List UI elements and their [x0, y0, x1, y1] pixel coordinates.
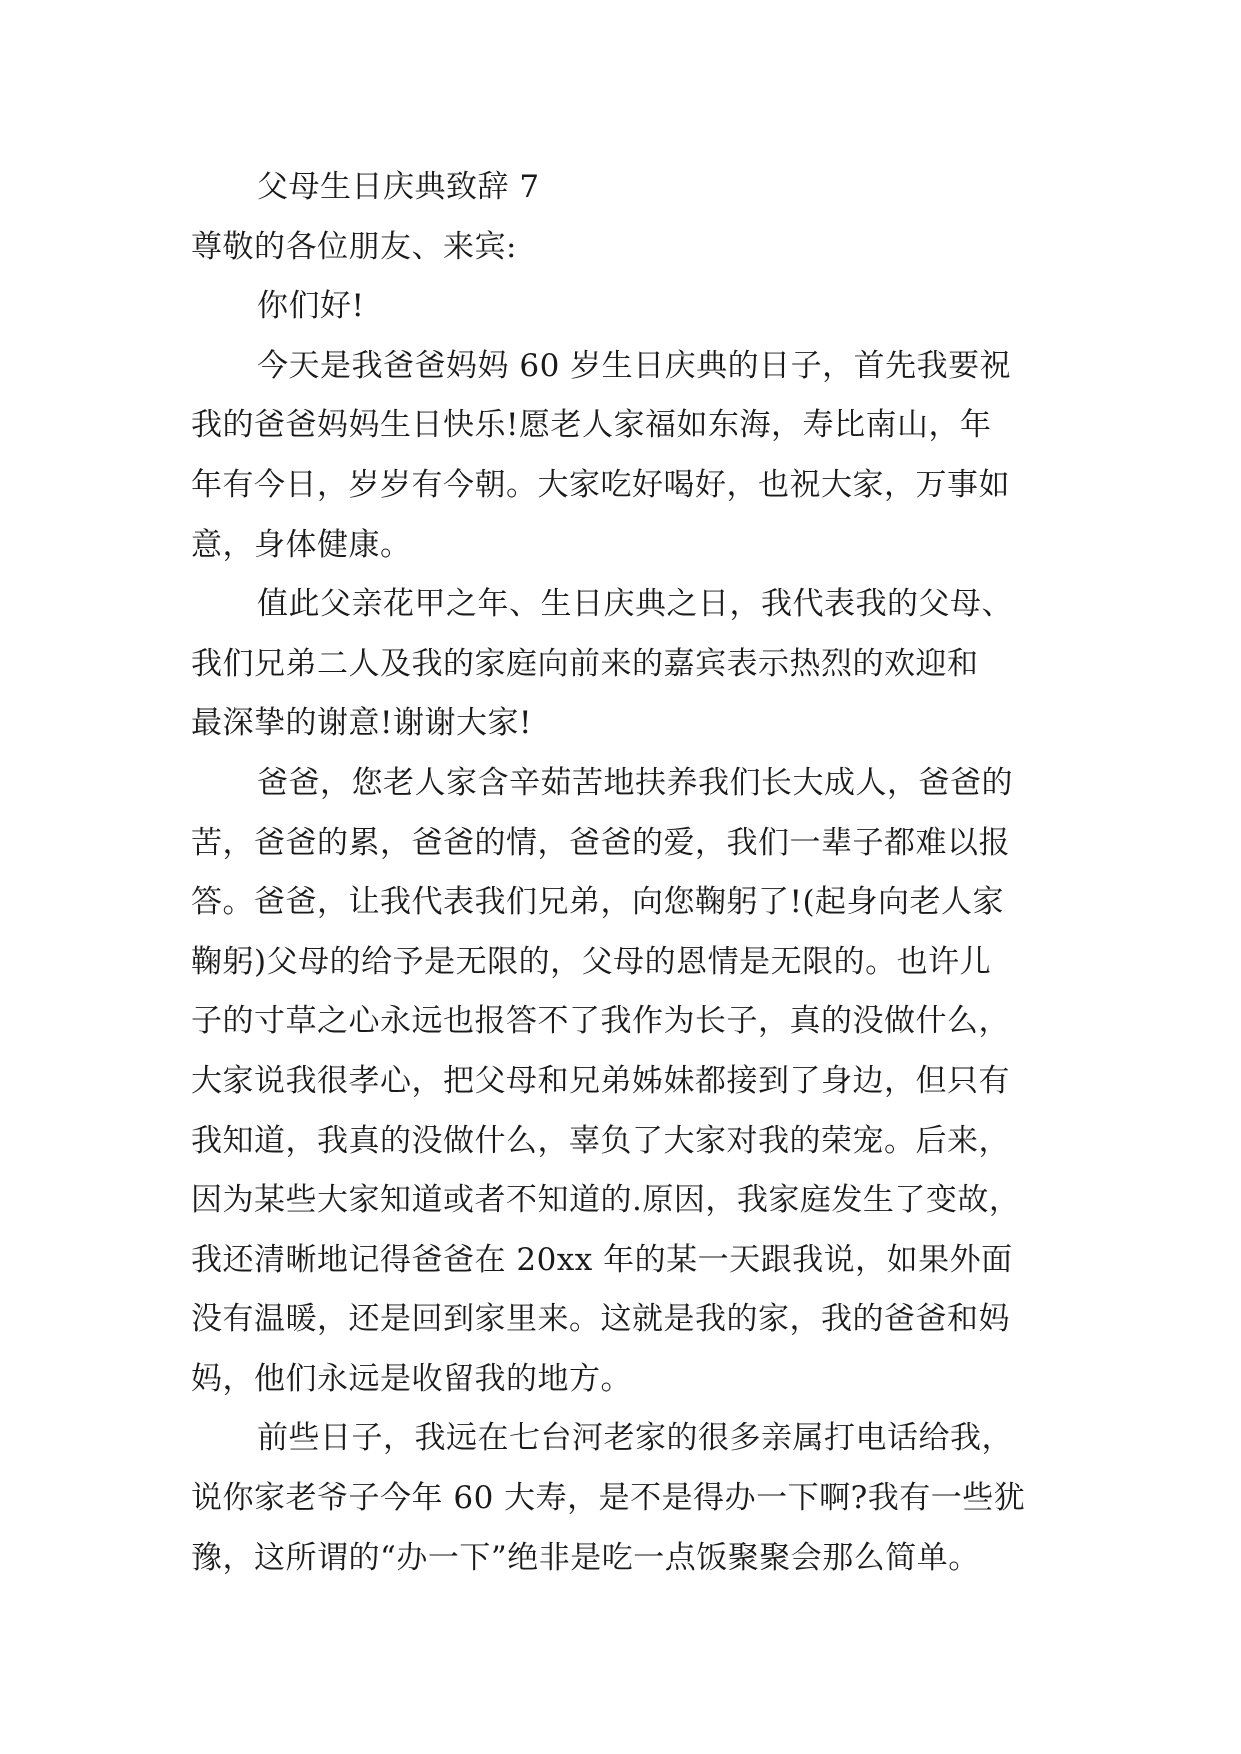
paragraph-line: 我的爸爸妈妈生日快乐!愿老人家福如东海，寿比南山，年	[191, 407, 992, 444]
paragraph-line: 最深挚的谢意!谢谢大家!	[191, 705, 532, 742]
paragraph-line: 子的寸草之心永远也报答不了我作为长子，真的没做什么，	[191, 1003, 1010, 1040]
document-title: 父母生日庆典致辞 7	[257, 169, 540, 205]
paragraph-line: 我知道，我真的没做什么，辜负了大家对我的荣宠。后来，	[191, 1122, 1010, 1159]
paragraph-line: 豫，这所谓的“办一下”绝非是吃一点饭聚聚会那么简单。	[191, 1539, 980, 1576]
paragraph-line: 意，身体健康。	[191, 526, 412, 563]
paragraph-line: 值此父亲花甲之年、生日庆典之日，我代表我的父母、	[257, 586, 1013, 623]
paragraph-line: 没有温暖，还是回到家里来。这就是我的家，我的爸爸和妈	[191, 1301, 1010, 1338]
paragraph-3	[191, 754, 1071, 1410]
paragraph-line: 我还清晰地记得爸爸在 20xx 年的某一天跟我说，如果外面	[191, 1241, 1013, 1278]
paragraph-4	[191, 1409, 1071, 1588]
paragraph-line: 妈，他们永远是收留我的地方。	[191, 1360, 632, 1397]
salutation: 尊敬的各位朋友、来宾:	[191, 228, 517, 265]
paragraph-line: 爸爸，您老人家含辛茹苦地扶养我们长大成人，爸爸的	[257, 764, 1013, 801]
paragraph-line: 说你家老爷子今年 60 大寿，是不是得办一下啊?我有一些犹	[191, 1480, 1026, 1517]
paragraph-line: 因为某些大家知道或者不知道的.原因，我家庭发生了变故，	[191, 1182, 1021, 1219]
paragraph-line: 今天是我爸爸妈妈 60 岁生日庆典的日子，首先我要祝	[257, 347, 1012, 384]
greeting: 你们好!	[257, 288, 365, 325]
paragraph-line: 苦，爸爸的累，爸爸的情，爸爸的爱，我们一辈子都难以报	[191, 824, 1010, 861]
paragraph-line: 我们兄弟二人及我的家庭向前来的嘉宾表示热烈的欢迎和	[191, 645, 979, 682]
paragraph-1	[191, 337, 1071, 575]
paragraph-line: 大家说我很孝心，把父母和兄弟姊妹都接到了身边，但只有	[191, 1062, 1010, 1099]
paragraph-line: 鞠躬)父母的给予是无限的，父母的恩情是无限的。也许儿	[191, 943, 992, 980]
paragraph-line: 年有今日，岁岁有今朝。大家吃好喝好，也祝大家，万事如	[191, 466, 1010, 503]
paragraph-2	[191, 575, 1071, 754]
paragraph-line: 答。爸爸，让我代表我们兄弟，向您鞠躬了!(起身向老人家	[191, 884, 1005, 921]
paragraph-line: 前些日子，我远在七台河老家的很多亲属打电话给我，	[257, 1420, 1013, 1457]
document-page	[191, 158, 1071, 1588]
